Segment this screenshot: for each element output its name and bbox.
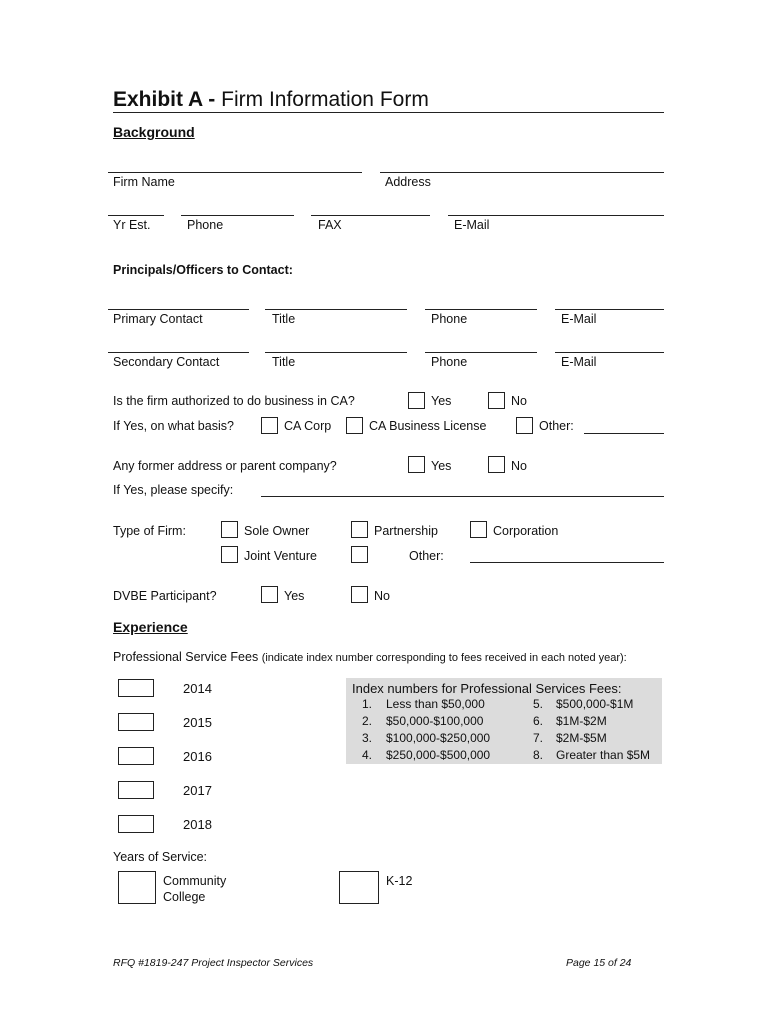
experience-heading: Experience [113,619,188,635]
community-college-box[interactable] [118,871,156,904]
fee-box-2017[interactable] [118,781,154,799]
former-question: Any former address or parent company? [113,459,337,473]
k12-box[interactable] [339,871,379,904]
authorized-no-label: No [511,394,527,408]
footer-rfq: RFQ #1819-247 Project Inspector Services [113,957,314,969]
k12-label: K-12 [386,874,413,888]
primary-phone-label: Phone [431,312,468,326]
secondary-contact-line[interactable] [108,352,249,353]
firm-other-line[interactable] [470,562,664,563]
secondary-email-label: E-Mail [561,355,597,369]
secondary-contact-label: Secondary Contact [113,355,220,369]
basis-question: If Yes, on what basis? [113,419,234,433]
fee-index-num: 3. [362,731,373,745]
email-label: E-Mail [454,218,490,232]
dvbe-yes-label: Yes [284,589,305,603]
fee-index-num: 6. [533,714,544,728]
basis-other-label: Other: [539,419,574,433]
joint-venture-label: Joint Venture [244,549,317,563]
ca-license-checkbox[interactable] [346,417,363,434]
former-specify-label: If Yes, please specify: [113,483,234,497]
fee-index-num: 1. [362,697,373,711]
primary-email-label: E-Mail [561,312,597,326]
dvbe-label: DVBE Participant? [113,589,217,603]
community-college-label-1: Community [163,874,227,888]
firm-type-label: Type of Firm: [113,524,186,538]
primary-title-label: Title [272,312,296,326]
fee-box-2014[interactable] [118,679,154,697]
fee-index-text: $500,000-$1M [556,697,634,711]
fees-label [113,650,627,664]
address-label: Address [385,175,431,189]
fee-index-num: 7. [533,731,544,745]
fee-index-panel [346,678,662,764]
year-2016-label: 2016 [183,749,212,764]
address-line[interactable] [380,172,664,173]
authorized-yes-label: Yes [431,394,452,408]
year-2018-label: 2018 [183,817,212,832]
fee-index-text: $250,000-$500,000 [386,748,491,762]
dvbe-yes-checkbox[interactable] [261,586,278,603]
footer-page-number: Page 15 of 24 [566,957,632,969]
title-bold: Exhibit A - [113,88,216,111]
primary-title-line[interactable] [265,309,407,310]
fees-note: (indicate index number corresponding to fees received in each noted year): [261,652,627,664]
basis-other-line[interactable] [584,433,664,434]
page-title [113,88,429,112]
corporation-label: Corporation [493,524,559,538]
fee-index-text: Less than $50,000 [386,697,485,711]
sole-owner-checkbox[interactable] [221,521,238,538]
fee-index-text: $50,000-$100,000 [386,714,484,728]
firm-other-checkbox[interactable] [351,546,368,563]
joint-venture-checkbox[interactable] [221,546,238,563]
fees-label-main: Professional Service Fees [113,650,259,664]
corporation-checkbox[interactable] [470,521,487,538]
fee-index-num: 2. [362,714,373,728]
year-2014-label: 2014 [183,681,212,696]
yr-est-label: Yr Est. [113,218,151,232]
fee-box-2018[interactable] [118,815,154,833]
firm-name-line[interactable] [108,172,362,173]
former-yes-checkbox[interactable] [408,456,425,473]
primary-phone-line[interactable] [425,309,537,310]
partnership-label: Partnership [374,524,438,538]
phone-label: Phone [187,218,224,232]
dvbe-no-checkbox[interactable] [351,586,368,603]
principals-heading: Principals/Officers to Contact: [113,263,293,277]
fee-index-num: 4. [362,748,373,762]
phone-line[interactable] [181,215,294,216]
primary-contact-line[interactable] [108,309,249,310]
ca-corp-checkbox[interactable] [261,417,278,434]
fee-index-text: $2M-$5M [556,731,607,745]
fee-index-title: Index numbers for Professional Services Fees: [352,681,622,696]
fee-index-num: 8. [533,748,544,762]
authorized-yes-checkbox[interactable] [408,392,425,409]
community-college-label-2: College [163,890,206,904]
yr-est-line[interactable] [108,215,164,216]
primary-email-line[interactable] [555,309,664,310]
secondary-title-label: Title [272,355,296,369]
title-rule [113,112,664,113]
ca-corp-label: CA Corp [284,419,332,433]
sole-owner-label: Sole Owner [244,524,310,538]
secondary-title-line[interactable] [265,352,407,353]
former-yes-label: Yes [431,459,452,473]
fee-index-text: $1M-$2M [556,714,607,728]
former-no-checkbox[interactable] [488,456,505,473]
years-of-service-label: Years of Service: [113,850,208,864]
primary-contact-label: Primary Contact [113,312,203,326]
year-2017-label: 2017 [183,783,212,798]
authorized-question: Is the firm authorized to do business in CA? [113,394,355,408]
fee-index-text: Greater than $5M [556,748,651,762]
title-rest: Firm Information Form [221,88,429,111]
basis-other-checkbox[interactable] [516,417,533,434]
secondary-phone-line[interactable] [425,352,537,353]
authorized-no-checkbox[interactable] [488,392,505,409]
dvbe-no-label: No [374,589,390,603]
fax-label: FAX [318,218,342,232]
background-heading: Background [113,124,195,140]
fee-box-2015[interactable] [118,713,154,731]
firm-name-label: Firm Name [113,175,175,189]
year-2015-label: 2015 [183,715,212,730]
fee-index-num: 5. [533,697,544,711]
fee-box-2016[interactable] [118,747,154,765]
firm-other-label: Other: [409,549,444,563]
fee-index-text: $100,000-$250,000 [386,731,491,745]
fax-line[interactable] [311,215,430,216]
ca-license-label: CA Business License [369,419,487,433]
former-specify-line[interactable] [261,496,664,497]
partnership-checkbox[interactable] [351,521,368,538]
former-no-label: No [511,459,527,473]
email-line[interactable] [448,215,664,216]
secondary-phone-label: Phone [431,355,468,369]
secondary-email-line[interactable] [555,352,664,353]
